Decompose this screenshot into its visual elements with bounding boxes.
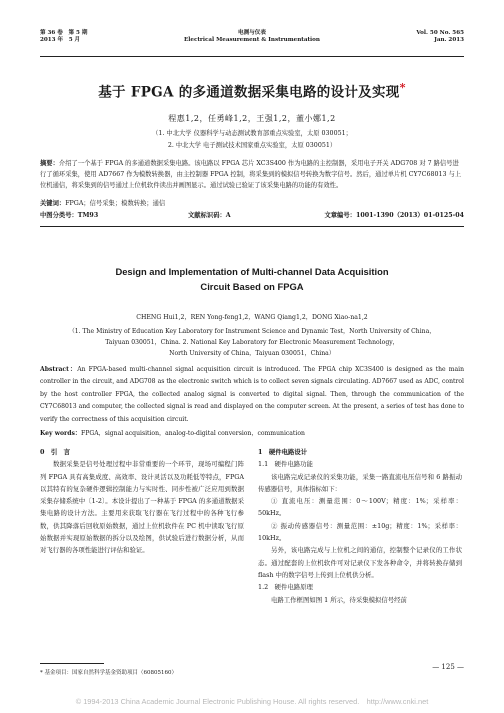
abstract-cn	[40, 158, 464, 191]
title-cn-text: 基于 FPGA 的多通道数据采集电路的设计及实现	[98, 84, 400, 101]
section-heading-hardware: 1 硬件电路设计	[258, 448, 308, 456]
paper-title-en	[40, 264, 464, 294]
left-column	[40, 446, 244, 557]
header-vol-no: Vol. 50 No. 565	[416, 30, 464, 36]
page-number: — 125 —	[432, 663, 464, 671]
principle-paragraph: 电路工作框图如图 1 所示，待采集模拟信号经前	[271, 595, 407, 604]
abstract-en-text: An FPGA-based multi-channel signal acquisition circuit is introduced. The FPGA chip XC3S400 is designed as the main controller in the circuit, and ADG708 as the electronic switch which is to collect seven signals circulating. AD7667 used as ADC, control by the host controller FPGA, the collected analog signal is converted to digital signal. Then, through the communication of the CY7C68013 and computer, the collected signal is read and displayed on the computer screen. At the present, a series of test has done to verify the correctness of this acquisition circuit.	[40, 366, 464, 423]
title-en-line-1: Design and Implementation of Multi-channel Data Acquisition	[115, 266, 389, 277]
header-journal-cn: 电测与仪表	[238, 30, 266, 36]
affiliation-en-1: （1. The Ministry of Education Key Laboratory for Instrument Science and Dynamic Test，North University of China，	[68, 328, 436, 335]
header-volume: 第 36 卷 第 5 期	[40, 30, 88, 36]
running-header	[40, 30, 464, 52]
meta-rule	[40, 226, 464, 227]
authors-cn: 程惠1,2，任勇峰1,2，王强1,2，董小娜1,2	[168, 114, 336, 123]
affiliation-cn-1: （1. 中北大学 仪器科学与动态测试教育部重点实验室，太原 030051；	[152, 130, 352, 137]
title-en-line-2: Circuit Based on FPGA	[200, 281, 304, 292]
header-month: Jan. 2013	[434, 37, 464, 43]
footnote-rule	[40, 663, 104, 664]
funding-footnote: * 基金项目：国家自然科学基金资助项目（60805160）	[40, 670, 177, 676]
abstract-cn-text: 介绍了一个基于 FPGA 的多通道数据采集电路。该电路以 FPGA 芯片 XC3S400 作为电路的主控制器，采用电子开关 ADG708 对 7 路信号进行了循环采集，使用 AD7667 作为模数转换器，由主控制器 FPGA 控制，将采集到的模拟信号转换为数字信号。然后，通过单片机 CY7C68013 与上位机通信，将采集到的信号通过上位机软件读出并画图显示。通过试验已验证了该采集电路的功能的有效性。	[40, 160, 462, 189]
header-date: 2013 年 5 月	[40, 37, 81, 43]
article-number: 文章编号：1001-1390（2013）01-0125-04	[324, 212, 464, 219]
header-journal-name	[40, 30, 464, 44]
keywords-cn	[40, 198, 464, 209]
function-paragraph: 该电路完成记录仪的采集功能，采集一路直流电压信号和 6 路振动传感器信号，具体指标如下：	[258, 472, 462, 493]
keywords-cn-text: FPGA；信号采集；模数转换；通信	[65, 200, 166, 207]
communication-paragraph: 另外，该电路完成与上位机之间的通信，控制整个记录仪的工作状态。通过配套的上位机软件可对记录仪下发各种命令，并将转换存储到 flash 中的数字信号上传到上位机供分析。	[258, 546, 462, 579]
affiliation-en-3: North University of China，Taiyuan 030051，China）	[169, 350, 335, 357]
classification-line	[40, 210, 464, 220]
spec-item-vibration: ② 振动传感器信号：测量范围：±10g；精度：1%；采样率：10kHz。	[258, 521, 462, 543]
spec-item-voltage: ① 直流电压：测量范围：0～100V；精度：1%；采样率：50kHz。	[258, 497, 462, 518]
keywords-cn-label: 关键词：	[40, 200, 66, 207]
keywords-en-text: FPGA，signal acquisition，analog-to-digital conversion，communication	[81, 430, 305, 437]
subsection-heading-function: 1.1 硬件电路功能	[258, 460, 313, 469]
document-code: 文献标识码：A	[188, 212, 231, 219]
right-column	[258, 446, 462, 606]
abstract-en-label: Abstract：	[40, 366, 78, 373]
affiliations-en	[40, 326, 464, 359]
keywords-en-label: Key words：	[40, 430, 82, 437]
paper-title-cn	[40, 80, 464, 101]
section-heading-introduction: 0 引 言	[40, 448, 71, 456]
authors-en: CHENG Hui1,2，REN Yong-feng1,2，WANG Qiang1,2，DONG Xiao-na1,2	[136, 314, 368, 321]
copyright-watermark: © 1994-2013 China Academic Journal Electronic Publishing House. All rights reserved. http://www.cnki.net	[75, 697, 429, 706]
keywords-en	[40, 428, 464, 437]
affiliation-cn-2: 2. 中北大学 电子测试技术国家重点实验室，太原 030051）	[167, 142, 337, 149]
abstract-cn-label: 摘要：	[40, 160, 59, 167]
clc-number: 中图分类号：TM93	[40, 212, 99, 219]
abstract-en	[40, 364, 464, 426]
title-fund-mark: *	[399, 80, 406, 94]
introduction-paragraph: 数据采集是信号处理过程中非常重要的一个环节，现场可编程门阵列 FPGA 具有高集成度、高效率、设计灵活以及功耗低等特点，FPGA 以其特有的复杂硬件逻辑控制能力与实时性、同步性被广泛应用到数据采集存储系统中〔1-2〕。本设计提出了一种基于 FPGA 的多通道数据采集电路的设计方法。主要用来获取飞行器在飞行过程中的各种飞行参数，供其降落后回收原始数据，通过上位机软件在 PC 机中读取飞行原始数据并实现原始数据的拆分以及绘图，供试验后进行数据分析，从而对飞行器的各项性能进行评估和验证。	[40, 460, 244, 555]
subsection-heading-principle: 1.2 硬件电路原理	[258, 583, 313, 592]
header-volume-en	[416, 30, 464, 44]
affiliation-en-2: Taiyuan 030051，China. 2. National Key Laboratory for Electronic Measurement Technology，	[105, 339, 399, 346]
header-journal-en: Electrical Measurement & Instrumentation	[184, 37, 320, 43]
header-rule	[40, 56, 464, 57]
